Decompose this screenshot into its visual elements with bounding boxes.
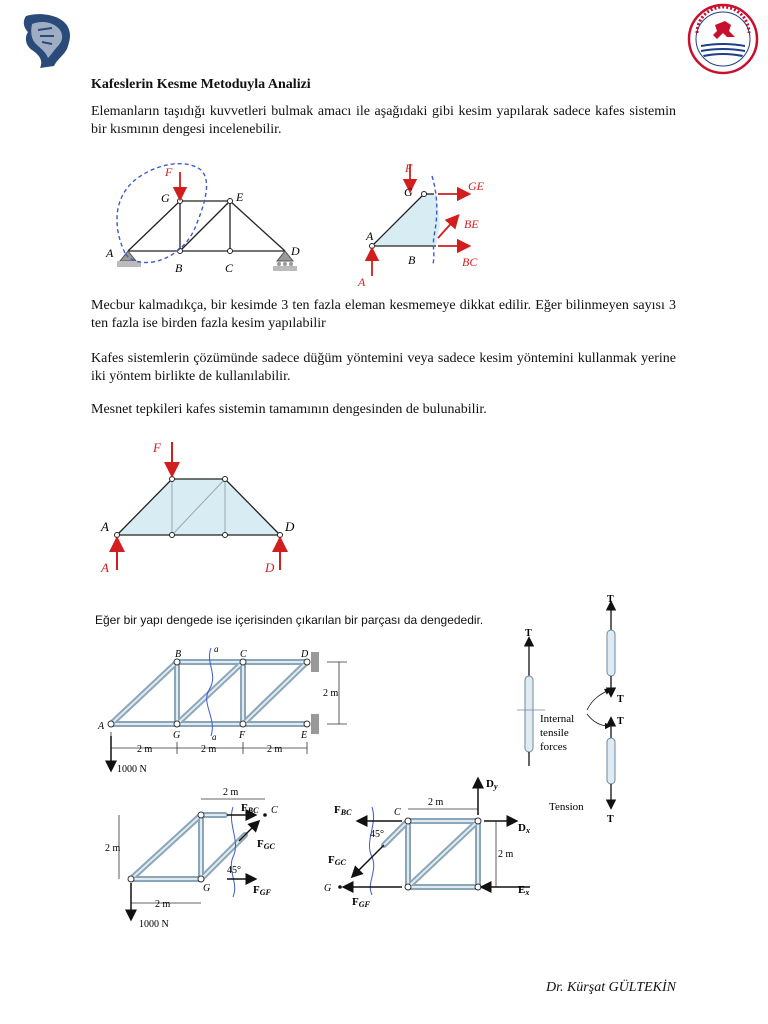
label-a-bottom: a	[212, 732, 217, 742]
label-FGC: FGC	[257, 838, 275, 851]
left-section-figure	[105, 785, 305, 935]
label-C: C	[271, 805, 278, 816]
right-section-figure	[320, 775, 540, 925]
label-F: F	[165, 165, 173, 179]
label-T-left: T	[525, 628, 532, 639]
label-BE: BE	[464, 217, 479, 231]
author-signature: Dr. Kürşat GÜLTEKİN	[545, 980, 676, 995]
label-internal: Internal	[540, 713, 575, 725]
intro-paragraph: Elemanların taşıdığı kuvvetleri bulmak amacı ile aşağıdaki gibi kesim yapılarak sadece kafes sistemin bir kısmının dengesi incelenebilir.	[91, 104, 676, 137]
label-Dx: Dx	[518, 822, 530, 835]
label-F: F	[239, 730, 246, 741]
label-height: 2 m	[105, 843, 121, 854]
label-forces: forces	[540, 741, 567, 753]
label-G: G	[173, 730, 181, 741]
label-G: G	[161, 191, 170, 205]
label-D: D	[301, 649, 309, 660]
label-E: E	[236, 190, 244, 204]
label-load: 1000 N	[117, 764, 147, 775]
whole-truss-figure	[95, 438, 315, 578]
label-B: B	[175, 649, 182, 660]
label-angle: 45°	[227, 865, 241, 876]
portrait-logo	[18, 10, 78, 70]
label-D-reaction: D	[265, 560, 275, 575]
label-FBC: FBC	[241, 802, 259, 815]
label-A: A	[106, 246, 114, 260]
label-a-top: a	[214, 644, 219, 654]
label-A-reaction: A	[101, 560, 109, 575]
label-FGF: FGF	[253, 884, 271, 897]
label-BC: BC	[462, 255, 478, 269]
label-B: B	[408, 253, 416, 267]
label-A-reaction: A	[358, 275, 366, 288]
label-D: D	[291, 244, 300, 258]
label-top-span: 2 m	[428, 797, 444, 808]
cut-limit-paragraph: Mecbur kalmadıkça, bir kesimde 3 ten fazla eleman kesmemeye dikkat edilir. Eğer bilinmeyen sayısı 3 ten fazla ise birden fazla kesim yapılabilir	[91, 298, 676, 331]
label-Ex: Ex	[518, 884, 530, 897]
support-reactions-paragraph: Mesnet tepkileri kafes sistemin tamamının dengesinden de bulunabilir.	[91, 402, 487, 417]
university-seal-logo	[687, 3, 759, 75]
label-A: A	[101, 519, 109, 534]
label-span3: 2 m	[267, 744, 283, 755]
label-A: A	[366, 229, 374, 243]
label-angle: 45°	[370, 829, 384, 840]
label-FBC: FBC	[334, 804, 352, 817]
label-Dy: Dy	[486, 778, 498, 791]
label-C: C	[225, 261, 234, 275]
label-G: G	[203, 883, 211, 894]
label-D: D	[285, 519, 295, 534]
label-top-span: 2 m	[223, 787, 239, 798]
label-T-mid1: T	[617, 694, 624, 705]
cut-free-body-figure	[352, 158, 512, 288]
label-tension: Tension	[549, 801, 584, 813]
label-A: A	[98, 721, 105, 732]
label-T-bottom: T	[607, 814, 614, 825]
label-FGF: FGF	[352, 896, 370, 909]
equilibrium-caption: Eğer bir yapı dengede ise içerisinden çıkarılan bir parçası da dengededir.	[95, 613, 484, 627]
label-B: B	[175, 261, 183, 275]
label-FGC: FGC	[328, 854, 346, 867]
label-height: 2 m	[323, 688, 339, 699]
truss-aa-figure	[95, 640, 355, 780]
label-C: C	[394, 807, 401, 818]
label-height: 2 m	[498, 849, 514, 860]
label-span1: 2 m	[137, 744, 153, 755]
label-F: F	[405, 161, 413, 175]
label-E: E	[301, 730, 308, 741]
label-T-top: T	[607, 594, 614, 605]
label-span2: 2 m	[201, 744, 217, 755]
label-load: 1000 N	[139, 919, 169, 930]
label-G: G	[404, 185, 413, 199]
truss-section-figure	[95, 158, 315, 278]
label-G: G	[324, 883, 332, 894]
combined-method-paragraph: Kafes sistemlerin çözümünde sadece düğüm yöntemini veya sadece kesim yöntemini kullanmak yerine iki yöntem birlikte de kullanılabilir.	[91, 351, 676, 384]
label-GE: GE	[468, 179, 484, 193]
label-bottom-span: 2 m	[155, 899, 171, 910]
label-C: C	[240, 649, 247, 660]
label-F: F	[153, 440, 161, 455]
page-heading: Kafeslerin Kesme Metoduyla Analizi	[91, 77, 311, 92]
label-tensile: tensile	[540, 727, 569, 739]
label-T-mid2: T	[617, 716, 624, 727]
